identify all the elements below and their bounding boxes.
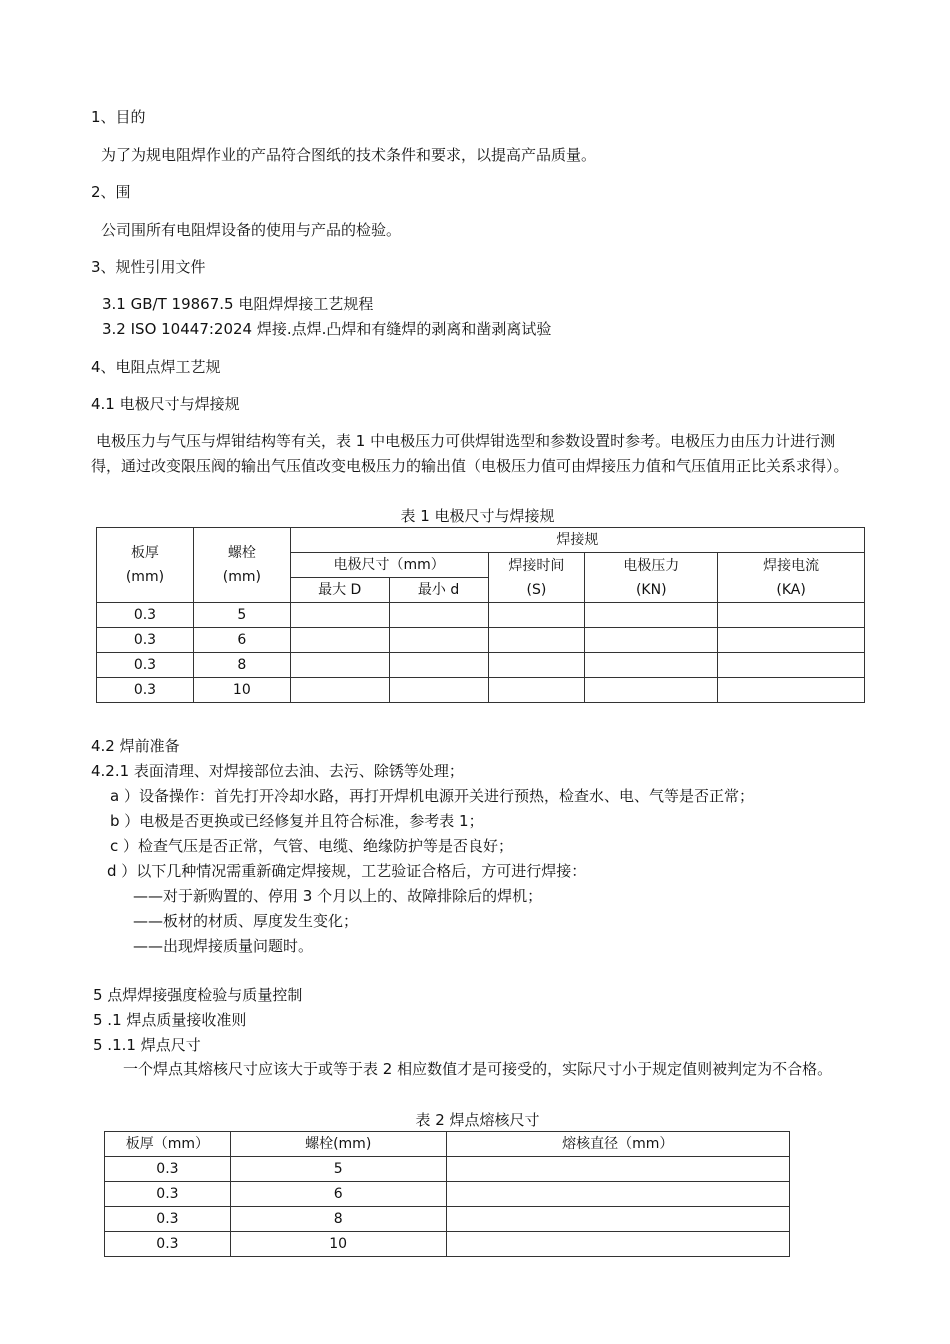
cell-bolt: 8 bbox=[193, 653, 290, 678]
cell-bolt: 6 bbox=[230, 1182, 446, 1207]
header-thickness-label: 板厚 bbox=[130, 545, 159, 561]
header-thickness: 板厚（mm） bbox=[105, 1132, 231, 1157]
table-row bbox=[97, 678, 865, 703]
cell-empty bbox=[446, 1157, 789, 1182]
cell-bolt: 8 bbox=[230, 1207, 446, 1232]
cell-bolt: 10 bbox=[193, 678, 290, 703]
cell-empty bbox=[488, 628, 585, 653]
dash-item-3: ——出现焊接质量问题时。 bbox=[133, 937, 314, 955]
header-bolt: 螺栓(mm) bbox=[230, 1132, 446, 1157]
table-row bbox=[105, 1207, 790, 1232]
cell-empty bbox=[290, 628, 389, 653]
table-2-caption: 表 2 焊点熔核尺寸 bbox=[415, 1111, 540, 1129]
header-weld-current-label: 焊接电流 bbox=[763, 557, 820, 574]
header-weld-spec: 焊接规 bbox=[290, 528, 864, 553]
cell-thickness: 0.3 bbox=[105, 1182, 231, 1207]
cell-empty bbox=[718, 628, 865, 653]
section-2-heading: 2、围 bbox=[91, 183, 131, 201]
table-row bbox=[105, 1157, 790, 1182]
cell-thickness: 0.3 bbox=[97, 653, 194, 678]
header-electrode-force bbox=[585, 553, 718, 603]
header-weld-current-unit: (KA) bbox=[776, 581, 806, 598]
section-1-heading: 1、目的 bbox=[91, 108, 146, 126]
cell-empty bbox=[446, 1182, 789, 1207]
cell-thickness: 0.3 bbox=[97, 628, 194, 653]
cell-empty bbox=[446, 1207, 789, 1232]
cell-empty bbox=[389, 653, 488, 678]
cell-empty bbox=[585, 678, 718, 703]
cell-empty bbox=[389, 603, 488, 628]
table-1-caption: 表 1 电极尺寸与焊接规 bbox=[400, 507, 555, 525]
table-row bbox=[105, 1232, 790, 1257]
table-row bbox=[97, 653, 865, 678]
section-5-1-1-heading: 5 .1.1 焊点尺寸 bbox=[93, 1036, 201, 1054]
section-5-1-1-text: 一个焊点其熔核尺寸应该大于或等于表 2 相应数值才是可接受的，实际尺寸小于规定值则被判定为不合格。 bbox=[123, 1060, 833, 1078]
cell-empty bbox=[488, 603, 585, 628]
table-1 bbox=[96, 527, 865, 703]
cell-empty bbox=[290, 603, 389, 628]
cell-bolt: 10 bbox=[230, 1232, 446, 1257]
section-1-text: 为了为规电阻焊作业的产品符合图纸的技术条件和要求，以提高产品质量。 bbox=[101, 146, 597, 164]
header-weld-time bbox=[488, 553, 585, 603]
section-5-heading: 5 点焊焊接强度检验与质量控制 bbox=[93, 986, 303, 1004]
header-max-d: 最大 D bbox=[290, 578, 389, 603]
cell-empty bbox=[446, 1232, 789, 1257]
cell-empty bbox=[585, 653, 718, 678]
cell-empty bbox=[585, 628, 718, 653]
header-electrode-size: 电极尺寸（mm） bbox=[290, 553, 488, 578]
list-item-c: c ）检查气压是否正常，气管、电缆、绝缘防护等是否良好； bbox=[110, 837, 514, 855]
list-item-b: b ）电极是否更换或已经修复并且符合标准，参考表 1； bbox=[110, 812, 484, 830]
cell-empty bbox=[488, 678, 585, 703]
table-2 bbox=[104, 1131, 790, 1257]
header-weld-time-unit: (S) bbox=[526, 581, 547, 598]
cell-empty bbox=[389, 628, 488, 653]
cell-thickness: 0.3 bbox=[105, 1232, 231, 1257]
cell-empty bbox=[718, 678, 865, 703]
header-min-d: 最小 d bbox=[389, 578, 488, 603]
cell-empty bbox=[718, 603, 865, 628]
cell-thickness: 0.3 bbox=[105, 1207, 231, 1232]
section-4-2-heading: 4.2 焊前准备 bbox=[91, 737, 180, 755]
header-thickness-unit: (mm) bbox=[125, 569, 165, 585]
cell-thickness: 0.3 bbox=[97, 678, 194, 703]
cell-thickness: 0.3 bbox=[105, 1157, 231, 1182]
cell-bolt: 5 bbox=[230, 1157, 446, 1182]
list-item-d: d ）以下几种情况需重新确定焊接规，工艺验证合格后，方可进行焊接： bbox=[107, 862, 587, 880]
list-item-a: a ）设备操作：首先打开冷却水路，再打开焊机电源开关进行预热，检查水、电、气等是否正常； bbox=[110, 787, 754, 805]
header-weld-time-label: 焊接时间 bbox=[508, 557, 565, 574]
header-electrode-force-label: 电极压力 bbox=[623, 557, 680, 574]
section-4-1-text: 电极压力与气压与焊钳结构等有关，表 1 中电极压力可供焊钳选型和参数设置时参考。电极压力由压力计进行测得，通过改变限压阀的输出气压值改变电极压力的输出值（电极压力值可由焊接压力值和气压值用正比关系求得）。 bbox=[91, 432, 849, 475]
header-bolt bbox=[193, 528, 290, 603]
section-4-heading: 4、电阻点焊工艺规 bbox=[91, 358, 221, 376]
header-bolt-label: 螺栓 bbox=[227, 545, 256, 561]
dash-item-1: ——对于新购置的、停用 3 个月以上的、故障排除后的焊机； bbox=[133, 887, 543, 905]
section-4-2-1: 4.2.1 表面清理、对焊接部位去油、去污、除锈等处理； bbox=[91, 762, 464, 780]
header-bolt-unit: (mm) bbox=[222, 569, 261, 585]
cell-empty bbox=[718, 653, 865, 678]
reference-1: 3.1 GB/T 19867.5 电阻焊焊接工艺规程 bbox=[102, 295, 374, 313]
table-row bbox=[97, 628, 865, 653]
cell-thickness: 0.3 bbox=[97, 603, 194, 628]
cell-bolt: 5 bbox=[193, 603, 290, 628]
header-nugget-diameter: 熔核直径（mm） bbox=[446, 1132, 789, 1157]
cell-empty bbox=[488, 653, 585, 678]
section-3-heading: 3、规性引用文件 bbox=[91, 258, 206, 276]
section-5-1-heading: 5 .1 焊点质量接收准则 bbox=[93, 1011, 247, 1029]
header-electrode-force-unit: (KN) bbox=[635, 581, 667, 598]
reference-2: 3.2 ISO 10447:2024 焊接.点焊.凸焊和有缝焊的剥离和凿剥离试验 bbox=[102, 320, 552, 338]
section-4-1-heading: 4.1 电极尺寸与焊接规 bbox=[91, 395, 240, 413]
cell-empty bbox=[290, 653, 389, 678]
header-weld-current bbox=[718, 553, 865, 603]
table-row bbox=[105, 1182, 790, 1207]
cell-bolt: 6 bbox=[193, 628, 290, 653]
header-thickness bbox=[97, 528, 194, 603]
dash-item-2: ——板材的材质、厚度发生变化； bbox=[133, 912, 359, 930]
cell-empty bbox=[585, 603, 718, 628]
cell-empty bbox=[389, 678, 488, 703]
cell-empty bbox=[290, 678, 389, 703]
table-row bbox=[97, 603, 865, 628]
section-2-text: 公司围所有电阻焊设备的使用与产品的检验。 bbox=[101, 221, 402, 239]
